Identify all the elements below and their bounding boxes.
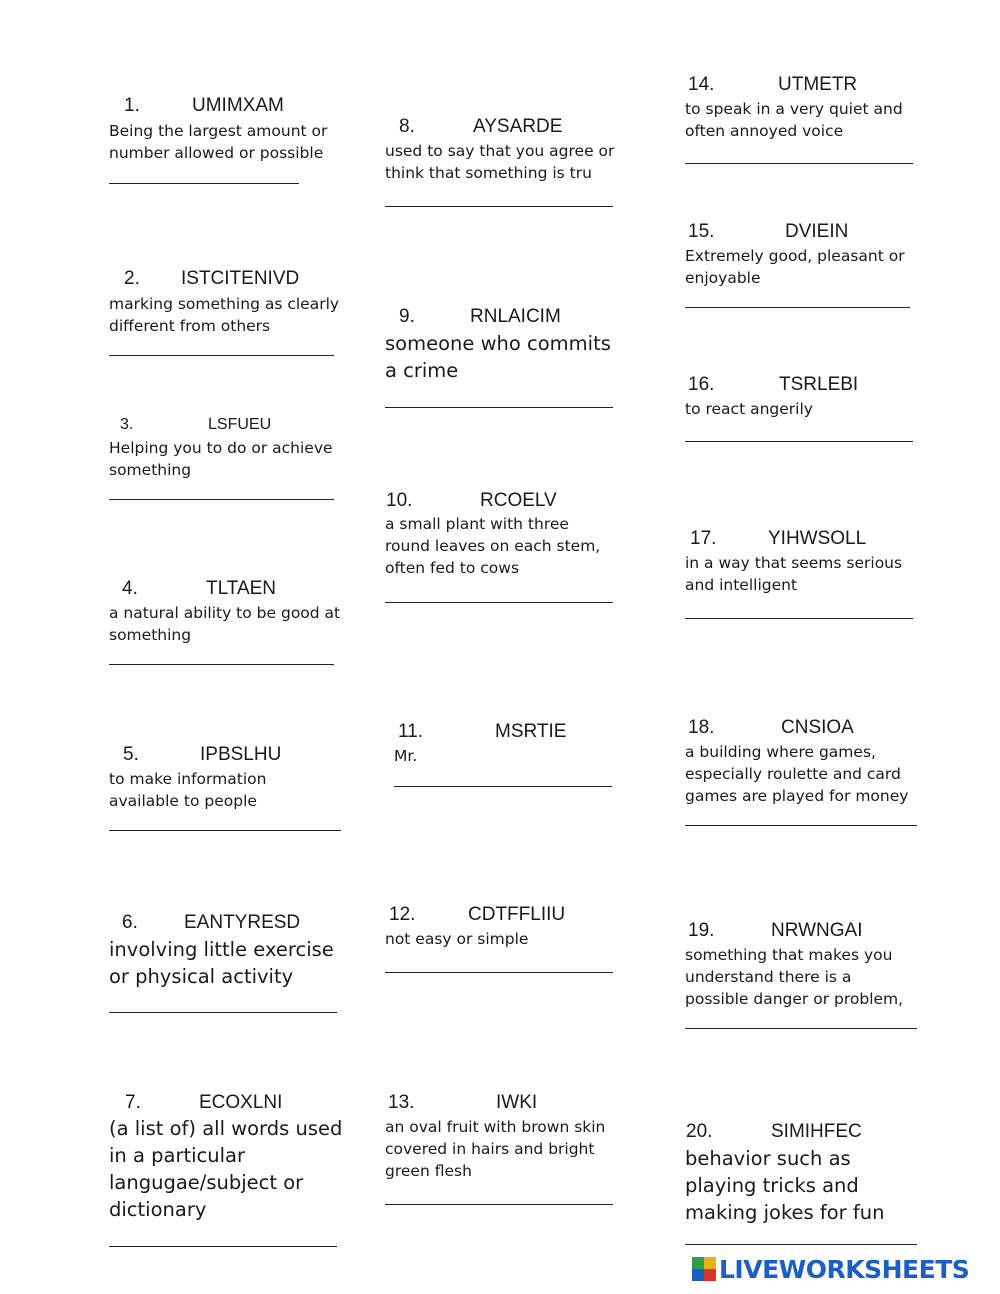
definition: to react angerily — [685, 400, 813, 418]
answer-input[interactable] — [385, 385, 613, 408]
definition: behavior such as playing tricks and making jokes for fun — [685, 1147, 885, 1224]
answer-input[interactable] — [685, 1222, 917, 1245]
answer-input[interactable] — [109, 1224, 337, 1247]
scrambled-word: UTMETR — [778, 74, 858, 95]
definition: an oval fruit with brown skin covered in hairs and bright green flesh — [385, 1118, 606, 1180]
answer-input[interactable] — [385, 1182, 613, 1205]
scrambled-word: IWKI — [496, 1092, 538, 1113]
definition: Extremely good, pleasant or enjoyable — [685, 247, 905, 287]
scrambled-word: ECOXLNI — [199, 1092, 283, 1113]
definition: to make information available to people — [109, 770, 267, 810]
answer-input[interactable] — [685, 1006, 917, 1029]
item-number: 5. — [123, 744, 139, 765]
definition: not easy or simple — [385, 930, 529, 948]
scrambled-word: DVIEIN — [785, 221, 849, 242]
item-number: 4. — [122, 578, 138, 599]
scrambled-word: YIHWSOLL — [768, 528, 867, 549]
scrambled-word: SIMIHFEC — [771, 1121, 862, 1142]
answer-input[interactable] — [385, 580, 613, 603]
item-number: 11. — [398, 721, 424, 742]
answer-input[interactable] — [109, 642, 334, 665]
definition: something that makes you understand there is a possible danger or problem, — [685, 946, 904, 1008]
answer-input[interactable] — [685, 141, 913, 164]
answer-input[interactable] — [685, 285, 910, 308]
brand-name: LIVEWORKSHEETS — [719, 1254, 970, 1284]
answer-input[interactable] — [109, 161, 299, 184]
scrambled-word: MSRTIE — [495, 721, 567, 742]
item-number: 17. — [690, 528, 717, 549]
item-number: 16. — [688, 374, 715, 395]
item-number: 12. — [389, 904, 416, 925]
item-number: 13. — [388, 1092, 415, 1113]
answer-input[interactable] — [394, 764, 612, 787]
item-number: 2. — [124, 268, 140, 289]
definition: someone who commits a crime — [385, 332, 611, 382]
liveworksheets-logo-icon — [692, 1257, 716, 1281]
definition: a small plant with three round leaves on each stem, often fed to cows — [385, 515, 601, 577]
scrambled-word: CDTFFLIIU — [468, 904, 566, 925]
scrambled-word: EANTYRESD — [184, 912, 301, 933]
answer-input[interactable] — [685, 419, 913, 442]
definition: used to say that you agree or think that something is tru — [385, 142, 615, 182]
answer-input[interactable] — [685, 596, 913, 619]
item-number: 20. — [686, 1121, 713, 1142]
scrambled-word: UMIMXAM — [192, 95, 284, 116]
definition: (a list of) all words used in a particular langugae/subject or dictionary — [109, 1117, 343, 1221]
scrambled-word: NRWNGAI — [771, 920, 863, 941]
scrambled-word: ISTCITENIVD — [181, 268, 300, 289]
item-number: 1. — [124, 95, 140, 116]
item-number: 3. — [120, 416, 134, 433]
item-number: 14. — [688, 74, 715, 95]
item-number: 8. — [399, 116, 415, 137]
definition: to speak in a very quiet and often annoyed voice — [685, 100, 903, 140]
scrambled-word: LSFUEU — [208, 416, 272, 433]
item-number: 19. — [688, 920, 715, 941]
definition: Mr. — [394, 747, 418, 765]
definition: a natural ability to be good at something — [109, 604, 341, 644]
definition: a building where games, especially roulette and card games are played for money — [685, 743, 909, 805]
scrambled-word: RNLAICIM — [470, 306, 561, 327]
definition: involving little exercise or physical activity — [109, 938, 334, 988]
answer-input[interactable] — [685, 803, 917, 826]
definition: Helping you to do or achieve something — [109, 439, 333, 479]
item-number: 15. — [688, 221, 715, 242]
item-number: 18. — [688, 717, 715, 738]
answer-input[interactable] — [109, 333, 334, 356]
item-number: 7. — [125, 1092, 141, 1113]
scrambled-word: TSRLEBI — [779, 374, 859, 395]
item-number: 9. — [399, 306, 415, 327]
definition: in a way that seems serious and intelligent — [685, 554, 903, 594]
liveworksheets-logo — [692, 1254, 969, 1284]
item-number: 6. — [122, 912, 138, 933]
scrambled-word: RCOELV — [480, 490, 557, 511]
answer-input[interactable] — [385, 184, 613, 207]
answer-input[interactable] — [385, 950, 613, 973]
scrambled-word: TLTAEN — [206, 578, 277, 599]
item-number: 10. — [386, 490, 413, 511]
answer-input[interactable] — [109, 990, 337, 1013]
scrambled-word: IPBSLHU — [200, 744, 282, 765]
scrambled-word: CNSIOA — [781, 717, 854, 738]
answer-input[interactable] — [109, 477, 334, 500]
definition: marking something as clearly different from others — [109, 295, 340, 335]
definition: Being the largest amount or number allowed or possible — [109, 122, 328, 162]
answer-input[interactable] — [109, 808, 341, 831]
scrambled-word: AYSARDE — [473, 116, 563, 137]
